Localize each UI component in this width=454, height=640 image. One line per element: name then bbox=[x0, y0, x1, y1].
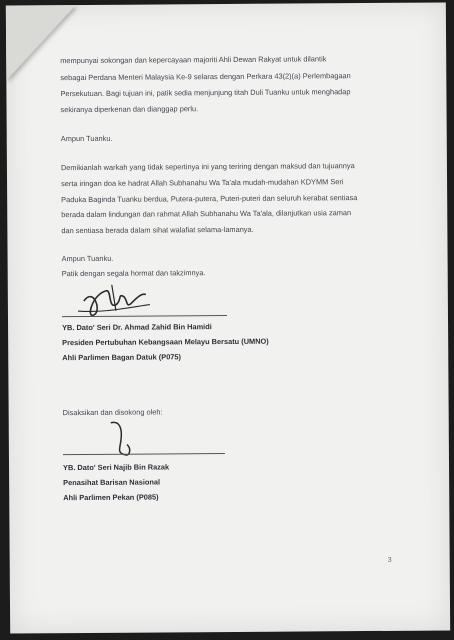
signatory-1-seat: Ahli Parlimen Bagan Datuk (P075) bbox=[62, 352, 182, 363]
paragraph-1-line-3: Persekutuan. Bagi tujuan ini, patik sedia menjunjung titah Duli Tuanku untuk menghadap bbox=[60, 87, 351, 99]
signatory-2-title: Penasihat Barisan Nasional bbox=[63, 477, 161, 488]
signatory-2-seat: Ahli Parlimen Pekan (P085) bbox=[63, 492, 159, 503]
paragraph-1-line-4: sekiranya diperkenan dan dianggap perlu. bbox=[60, 104, 199, 115]
folded-corner bbox=[6, 5, 77, 80]
paragraph-1-line-2: sebagai Perdana Menteri Malaysia Ke-9 selaras dengan Perkara 43(2)(a) Perlembagaan bbox=[60, 71, 351, 83]
paragraph-2-line-3: Paduka Baginda Tuanku berdua, Putera-putera, Puteri-puteri dan seluruh kerabat sentiasa bbox=[61, 193, 358, 205]
signatory-1-title: Presiden Pertubuhan Kebangsaan Melayu Bersatu (UMNO) bbox=[62, 336, 269, 348]
salutation-ampun-2: Ampun Tuanku. bbox=[61, 253, 114, 264]
witness-label: Disaksikan dan disokong oleh: bbox=[62, 407, 163, 418]
signatory-1-name: YB. Dato' Seri Dr. Ahmad Zahid Bin Hamidi bbox=[62, 322, 212, 333]
closing-line: Patik dengan segala hormat dan takzimnya. bbox=[61, 268, 206, 279]
paragraph-2-line-4: berada dalam lindungan dan rahmat Allah Subhanahu Wa Ta'ala, dilanjutkan usia zaman bbox=[61, 208, 352, 220]
paragraph-2-line-1: Demikianlah warkah yang tidak sepertinya ini yang teriring dengan maksud dan tujuannya bbox=[60, 161, 355, 173]
paragraph-2-line-2: serta iringan doa ke hadrat Allah Subhanahu Wa Ta'ala mudah-mudahan KDYMM Seri bbox=[61, 177, 344, 189]
paragraph-1-line-1: mempunyai sokongan dan kepercayaan majoriti Ahli Dewan Rakyat untuk dilantik bbox=[60, 54, 327, 66]
paragraph-2-line-5: dan sentiasa berada dalam sihat walafiat selama-lamanya. bbox=[61, 224, 254, 236]
salutation-ampun-1: Ampun Tuanku. bbox=[60, 133, 113, 144]
page-number: 3 bbox=[387, 556, 392, 564]
signatory-2-name: YB. Dato' Seri Najib Bin Razak bbox=[63, 462, 170, 473]
letter-page bbox=[6, 2, 450, 633]
